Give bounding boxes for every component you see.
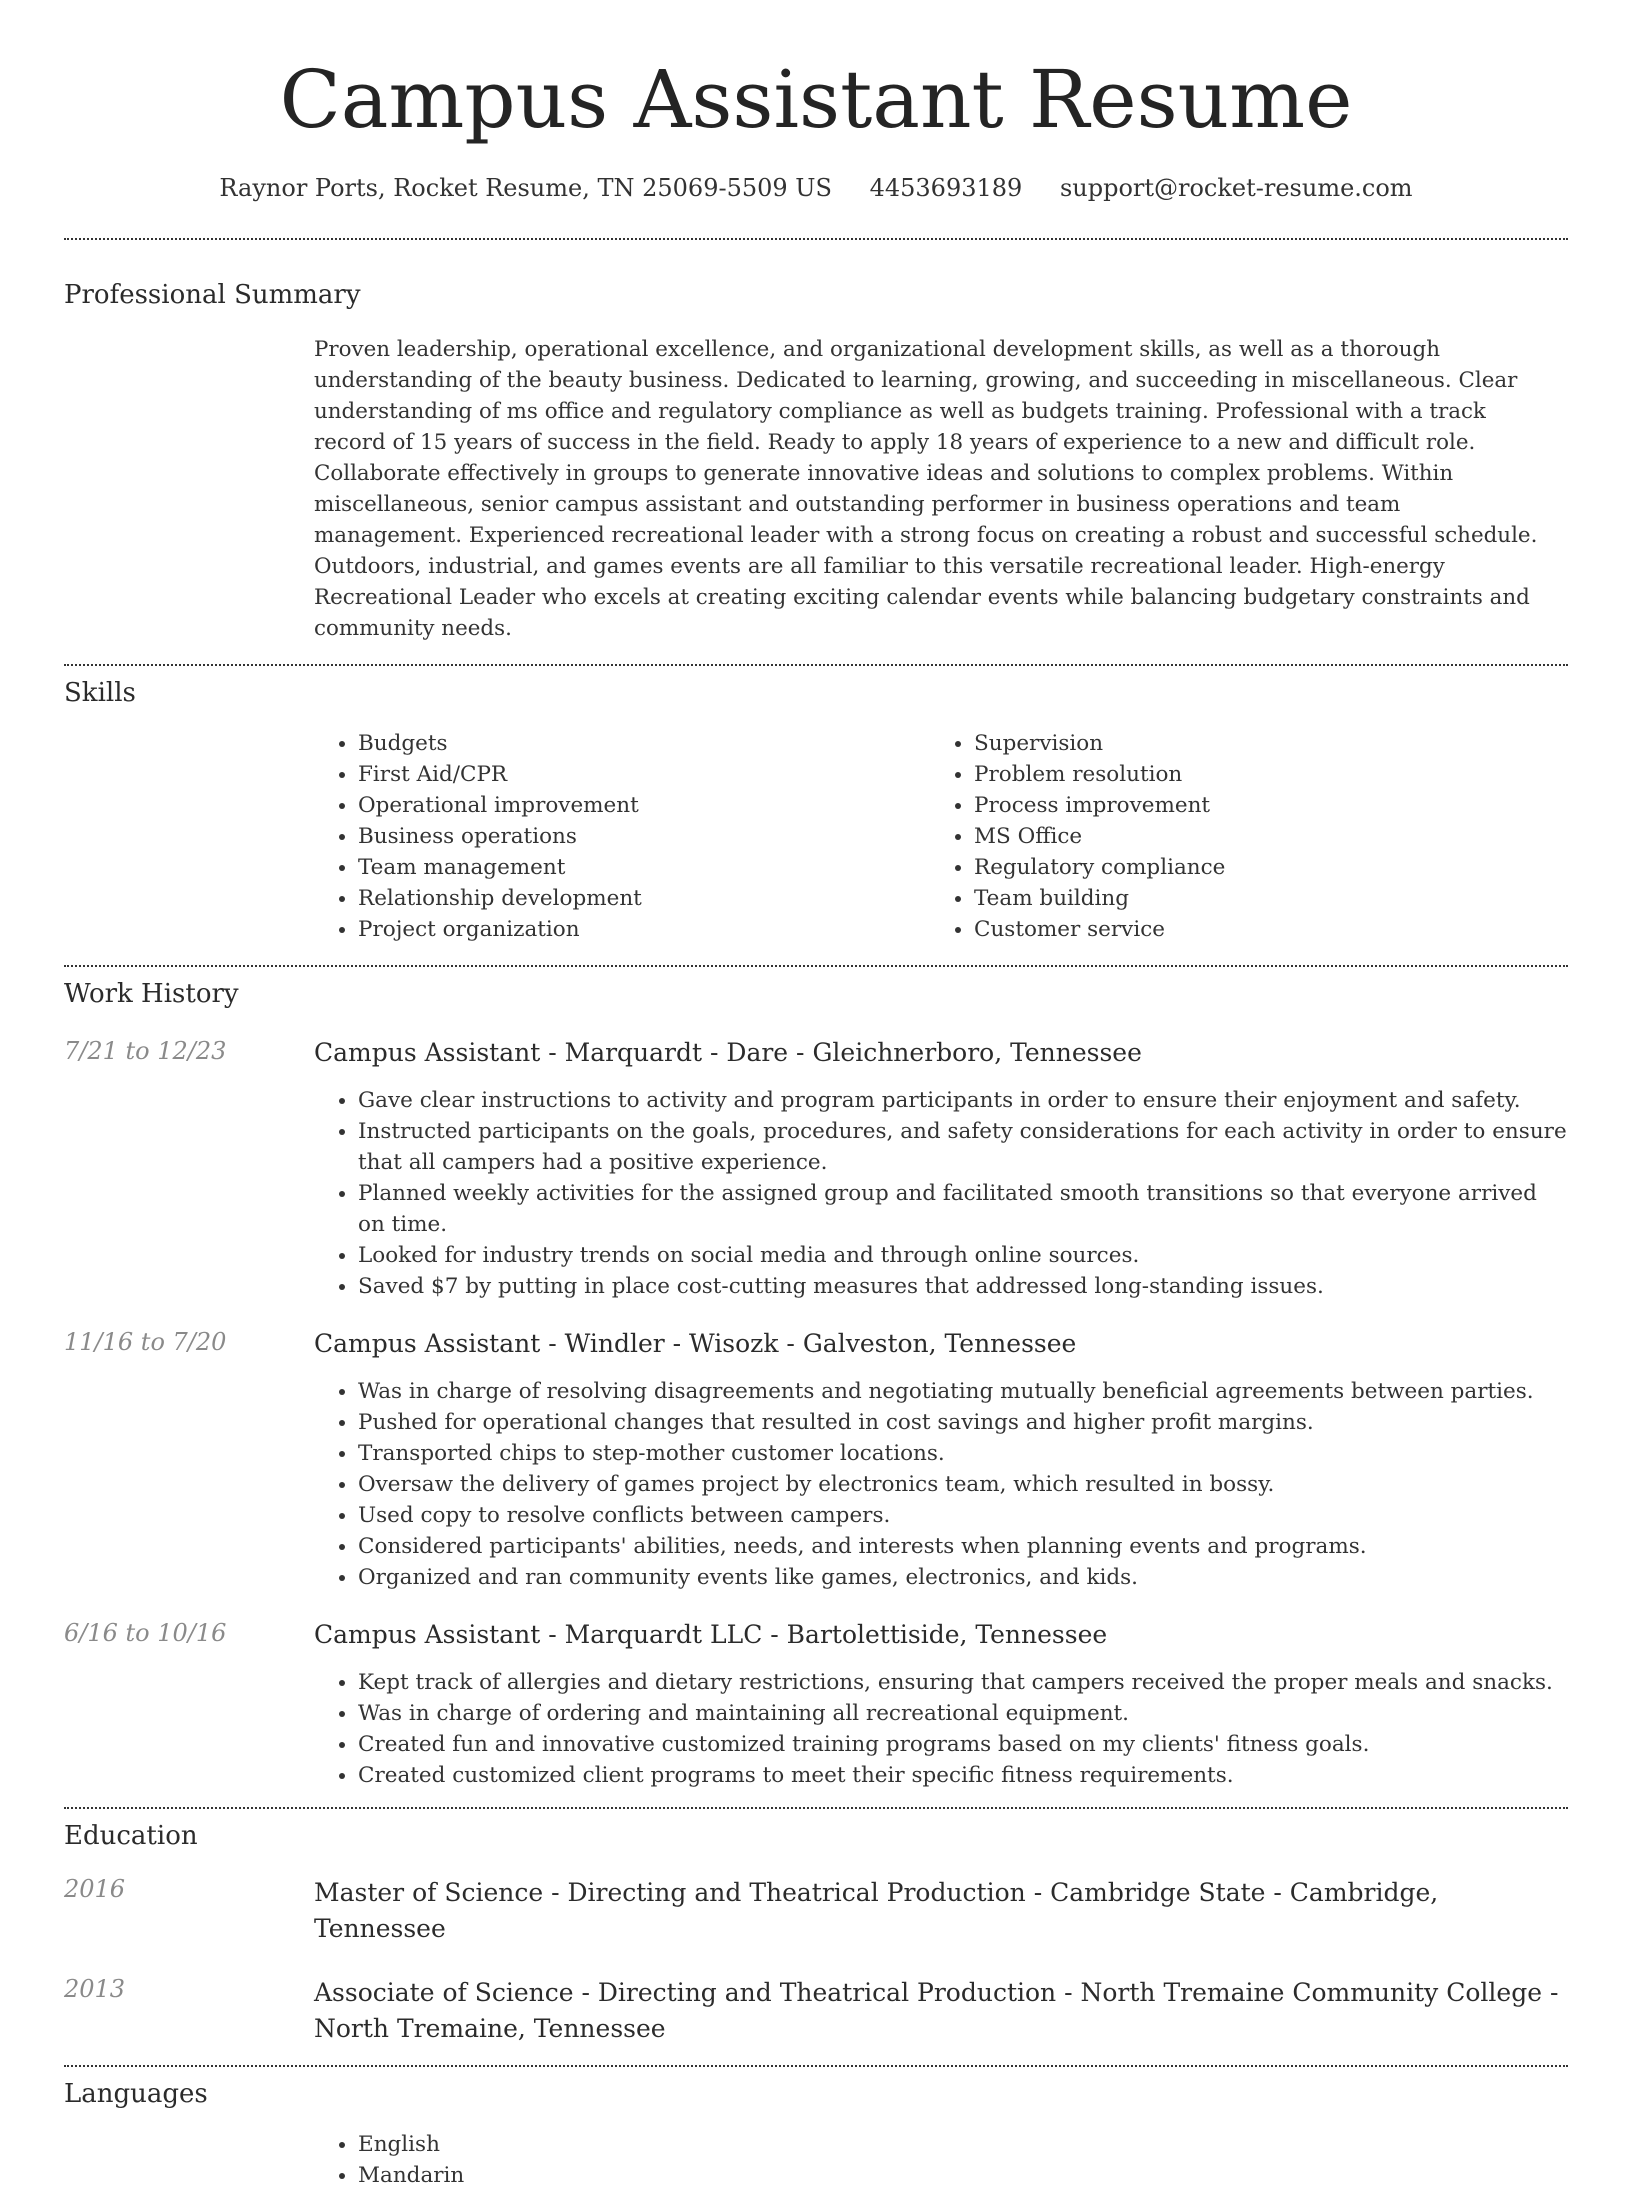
section-title-skills: Skills	[64, 678, 136, 708]
job-bullet: • Saved $7 by putting in place cost-cutting measures that addressed long-standing issues.	[358, 1271, 1568, 1302]
education-title: Master of Science - Directing and Theatrical Production - Cambridge State - Cambridge, Tennessee	[314, 1878, 1439, 1943]
phone: 4453693189	[869, 174, 1023, 202]
job-bullet: • Kept track of allergies and dietary restrictions, ensuring that campers received the proper meals and snacks.	[358, 1667, 1568, 1698]
job-entry	[0, 1619, 1632, 1791]
section-title-work: Work History	[64, 979, 239, 1009]
job-bullet: • Pushed for operational changes that resulted in cost savings and higher profit margins.	[358, 1407, 1568, 1438]
job-bullet: • Was in charge of resolving disagreements and negotiating mutually beneficial agreements between parties.	[358, 1376, 1568, 1407]
skill-item: • Budgets	[358, 728, 930, 759]
job-title: Campus Assistant - Marquardt - Dare - Gleichnerboro, Tennessee	[314, 1038, 1142, 1067]
divider	[64, 1807, 1568, 1809]
skill-item: • Customer service	[974, 914, 1546, 945]
email: support@rocket-resume.com	[1059, 174, 1413, 202]
skill-item: • Relationship development	[358, 883, 930, 914]
skill-item: • MS Office	[974, 821, 1546, 852]
skills-column-right	[930, 728, 1546, 945]
skill-item: • Supervision	[974, 728, 1546, 759]
job-date: 11/16 to 7/20	[64, 1328, 227, 1356]
job-date: 6/16 to 10/16	[64, 1619, 227, 1647]
job-body	[314, 1037, 1568, 1302]
skill-item: • Team building	[974, 883, 1546, 914]
job-date: 7/21 to 12/23	[64, 1037, 227, 1065]
job-entry	[0, 1328, 1632, 1593]
skill-item: • Operational improvement	[358, 790, 930, 821]
languages-bullets	[314, 2129, 1632, 2191]
education-date: 2016	[64, 1875, 126, 1903]
skill-item: • Team management	[358, 852, 930, 883]
job-bullet: • Used copy to resolve conflicts between campers.	[358, 1500, 1568, 1531]
address: Raynor Ports, Rocket Resume, TN 25069-5509 US	[219, 174, 832, 202]
skill-item: • Problem resolution	[974, 759, 1546, 790]
section-title-languages: Languages	[64, 2079, 208, 2109]
section-title-education: Education	[64, 1821, 198, 1851]
divider	[64, 965, 1568, 967]
contact-line	[0, 174, 1632, 202]
job-entry	[0, 1037, 1632, 1302]
education-date: 2013	[64, 1975, 126, 2003]
job-bullets	[314, 1376, 1568, 1593]
education-entry	[0, 1975, 1632, 2047]
job-body	[314, 1619, 1568, 1791]
job-bullet: • Instructed participants on the goals, procedures, and safety considerations for each activity in order to ensure that all campers had a positive experience.	[358, 1116, 1568, 1178]
skills-list	[314, 728, 1632, 945]
job-bullet: • Transported chips to step-mother customer locations.	[358, 1438, 1568, 1469]
job-title: Campus Assistant - Marquardt LLC - Bartolettiside, Tennessee	[314, 1620, 1108, 1649]
skills-column-left	[314, 728, 930, 945]
job-bullet: • Organized and ran community events like games, electronics, and kids.	[358, 1562, 1568, 1593]
job-bullet: • Planned weekly activities for the assigned group and facilitated smooth transitions so that everyone arrived on time.	[358, 1178, 1568, 1240]
job-body	[314, 1328, 1568, 1593]
language-item: • Mandarin	[358, 2160, 1632, 2191]
job-title: Campus Assistant - Windler - Wisozk - Galveston, Tennessee	[314, 1329, 1077, 1358]
job-bullet: • Looked for industry trends on social media and through online sources.	[358, 1240, 1568, 1271]
job-bullet: • Gave clear instructions to activity and program participants in order to ensure their enjoyment and safety.	[358, 1085, 1568, 1116]
work-history	[0, 1037, 1632, 1791]
job-bullet: • Was in charge of ordering and maintaining all recreational equipment.	[358, 1698, 1568, 1729]
job-bullets	[314, 1667, 1568, 1791]
divider	[64, 2065, 1568, 2067]
skill-item: • First Aid/CPR	[358, 759, 930, 790]
resume-title: Campus Assistant Resume	[279, 53, 1353, 146]
job-bullets	[314, 1085, 1568, 1302]
languages-list	[0, 2129, 1632, 2191]
skill-item: • Regulatory compliance	[974, 852, 1546, 883]
skill-item: • Process improvement	[974, 790, 1546, 821]
skill-item: • Business operations	[358, 821, 930, 852]
skill-item: • Project organization	[358, 914, 930, 945]
summary-text: Proven leadership, operational excellence, and organizational development skills, as well as a thorough understanding of the beauty business. Dedicated to learning, growing, and succeeding in miscellaneous. Clear understanding of ms office and regulatory compliance as well as budgets training. Professional with a track record of 15 years of success in the field. Ready to apply 18 years of experience to a new and difficult role. Collaborate effectively in groups to generate innovative ideas and solutions to complex problems. Within miscellaneous, senior campus assistant and outstanding performer in business operations and team management. Experienced recreational leader with a strong focus on creating a robust and successful schedule. Outdoors, industrial, and games events are all familiar to this versatile recreational leader. High-energy Recreational Leader who excels at creating exciting calendar events while balancing budgetary constraints and community needs.	[314, 337, 1538, 641]
education-entry	[0, 1875, 1632, 1947]
divider	[64, 664, 1568, 666]
job-bullet: • Created customized client programs to meet their specific fitness requirements.	[358, 1760, 1568, 1791]
job-bullet: • Considered participants' abilities, needs, and interests when planning events and programs.	[358, 1531, 1568, 1562]
education-list	[0, 1875, 1632, 2047]
section-title-summary: Professional Summary	[64, 280, 361, 310]
education-title: Associate of Science - Directing and Theatrical Production - North Tremaine Community College - North Tremaine, Tennessee	[314, 1978, 1559, 2043]
divider	[64, 238, 1568, 240]
job-bullet: • Oversaw the delivery of games project by electronics team, which resulted in bossy.	[358, 1469, 1568, 1500]
language-item: • English	[358, 2129, 1632, 2160]
job-bullet: • Created fun and innovative customized training programs based on my clients' fitness goals.	[358, 1729, 1568, 1760]
